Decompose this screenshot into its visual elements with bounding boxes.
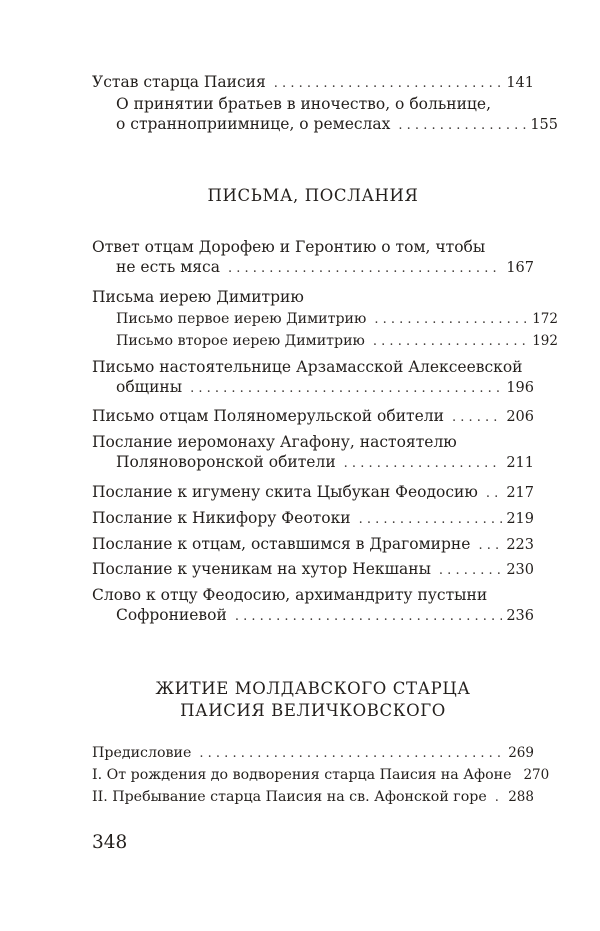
toc-page-number: 230 xyxy=(506,562,534,578)
toc-line xyxy=(92,406,534,426)
toc-entry-title: Поляноворонской обители xyxy=(116,453,336,471)
toc-page-number: 217 xyxy=(506,485,534,501)
toc-entry-dragomirna[interactable] xyxy=(92,534,534,554)
section-heading-line: ЖИТИЕ МОЛДАВСКОГО СТАРЦА xyxy=(155,679,471,698)
toc-entry-title: Устав старца Паисия xyxy=(92,73,266,91)
toc-entry-title: Письмо отцам Поляномерульской обители xyxy=(92,407,444,425)
dot-leader xyxy=(359,510,503,530)
toc-page-number: 223 xyxy=(506,537,534,553)
toc-line xyxy=(92,787,534,807)
dot-leader xyxy=(486,484,502,504)
section-heading-letters: ПИСЬМА, ПОСЛАНИЯ xyxy=(207,186,419,205)
toc-line xyxy=(92,508,534,528)
dot-leader xyxy=(344,454,503,474)
toc-page-number: 219 xyxy=(506,511,534,527)
toc-entry-title: Послание к ученикам на хутор Некшаны xyxy=(92,560,431,578)
toc-line xyxy=(92,482,534,502)
toc-entry-pismo-vtoroe[interactable] xyxy=(92,331,558,351)
toc-entry-title: Письма иерею Димитрию xyxy=(92,288,304,306)
dot-leader xyxy=(398,116,526,136)
toc-entry-polyanomerul[interactable] xyxy=(92,406,534,426)
toc-line xyxy=(116,114,558,134)
dot-leader xyxy=(495,788,504,808)
toc-page-number: 270 xyxy=(523,767,550,783)
dot-leader xyxy=(199,744,504,764)
toc-entry-chapter-1[interactable] xyxy=(92,765,550,785)
toc-entry-title: II. Пребывание старца Паисия на св. Афонской горе xyxy=(92,789,487,805)
dot-leader xyxy=(228,259,502,279)
toc-page-number: 141 xyxy=(506,75,534,91)
dot-leader xyxy=(439,561,502,581)
toc-line xyxy=(92,765,550,785)
toc-entry-chapter-2[interactable] xyxy=(92,787,534,807)
dot-leader xyxy=(235,607,503,627)
dot-leader xyxy=(452,408,502,428)
toc-page-number: 288 xyxy=(508,789,534,805)
toc-line xyxy=(116,94,558,114)
toc-entry-arzamas[interactable] xyxy=(92,357,534,397)
dot-leader xyxy=(190,379,502,399)
toc-entry-agafon[interactable] xyxy=(92,432,534,472)
toc-page-number: 211 xyxy=(506,455,534,471)
toc-page-number: 192 xyxy=(532,333,558,349)
toc-entry-feotoki[interactable] xyxy=(92,508,534,528)
section-heading-life xyxy=(92,678,534,722)
toc-line xyxy=(92,452,534,472)
toc-entry-title: Предисловие xyxy=(92,745,192,761)
toc-entry-feodosiy-sofroniy[interactable] xyxy=(92,585,534,625)
toc-entry-title: Письмо второе иерею Димитрию xyxy=(116,333,365,349)
toc-line xyxy=(92,287,534,307)
toc-entry-otvet[interactable] xyxy=(92,237,534,277)
toc-entry-title: Слово к отцу Феодосию, архимандриту пустыни xyxy=(92,586,488,604)
toc-entry-predislovie[interactable] xyxy=(92,743,534,763)
toc-entry-title: о странноприимнице, о ремеслах xyxy=(116,115,391,133)
toc-entry-title: не есть мяса xyxy=(116,258,220,276)
toc-line xyxy=(92,585,534,605)
toc-entry-tsybukan[interactable] xyxy=(92,482,534,502)
dot-leader xyxy=(373,332,528,352)
toc-line xyxy=(92,559,534,579)
toc-page-number: 155 xyxy=(530,117,558,133)
section-heading-line: ПАИСИЯ ВЕЛИЧКОВСКОГО xyxy=(180,701,446,720)
toc-entry-title: Послание иеромонаху Агафону, настоятелю xyxy=(92,433,457,451)
toc-page-number: 206 xyxy=(506,409,534,425)
toc-entry-title: Послание к Никифору Феотоки xyxy=(92,509,351,527)
toc-line xyxy=(92,72,534,92)
toc-entry-title: Письмо настоятельнице Арзамасской Алексеевской xyxy=(92,358,523,376)
toc-entry-title: Ответ отцам Дорофею и Геронтию о том, чтобы xyxy=(92,238,486,256)
toc-page-number: 269 xyxy=(508,745,534,761)
page-number: 348 xyxy=(92,832,128,853)
dot-leader xyxy=(478,536,502,556)
toc-line xyxy=(92,257,534,277)
toc-entry-title: Софрониевой xyxy=(116,606,227,624)
toc-line xyxy=(92,534,534,554)
toc-entry-nekshany[interactable] xyxy=(92,559,534,579)
toc-line xyxy=(92,237,534,257)
toc-entry-title: Письмо первое иерею Димитрию xyxy=(116,311,367,327)
toc-line xyxy=(92,432,534,452)
toc-page-number: 236 xyxy=(506,608,534,624)
toc-entry-pismo-pervoe[interactable] xyxy=(92,309,558,329)
toc-line xyxy=(116,309,558,329)
toc-entry-ustav[interactable] xyxy=(92,72,534,92)
toc-page-number: 167 xyxy=(506,260,534,276)
dot-leader xyxy=(274,74,503,94)
toc-page-number: 172 xyxy=(532,311,558,327)
toc-line xyxy=(92,357,534,377)
toc-entry-title: Послание к игумену скита Цыбукан Феодосию xyxy=(92,483,478,501)
toc-entry-title: I. От рождения до водворения старца Паисия на Афоне xyxy=(92,767,512,783)
toc-line xyxy=(92,605,534,625)
toc-line xyxy=(92,743,534,763)
toc-entry-title: О принятии братьев в иночество, о больнице, xyxy=(116,95,491,113)
toc-entry-pisma-ereyu[interactable] xyxy=(92,287,534,307)
toc-page-number: 196 xyxy=(506,380,534,396)
toc-line xyxy=(92,377,534,397)
toc-entry-title: общины xyxy=(116,378,183,396)
toc-entry-title: Послание к отцам, оставшимся в Драгомирне xyxy=(92,535,471,553)
dot-leader xyxy=(374,310,528,330)
toc-line xyxy=(116,331,558,351)
toc-entry-prinyatie[interactable] xyxy=(92,94,558,134)
